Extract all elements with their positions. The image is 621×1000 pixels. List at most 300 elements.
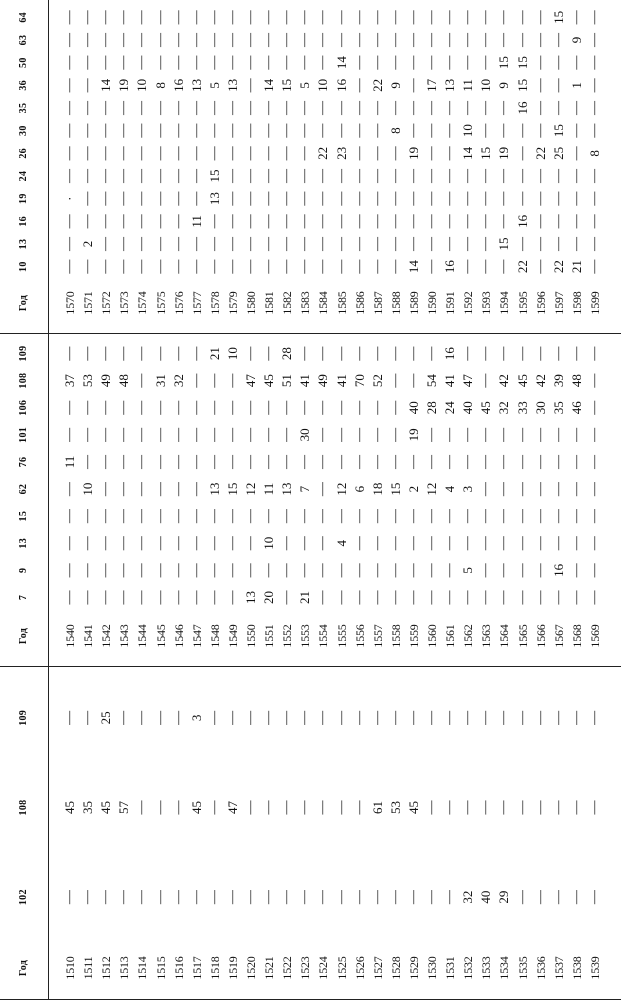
table-cell: —: [80, 890, 96, 905]
table-cell: —: [333, 454, 349, 469]
table-cell: —: [532, 78, 548, 93]
table-cell: 16: [514, 214, 530, 228]
table-cell: —: [442, 237, 458, 252]
year-cell: 1550: [244, 624, 258, 648]
table-cell: —: [261, 55, 277, 70]
table-cell: —: [460, 710, 476, 725]
table-cell: —: [243, 427, 258, 442]
column-header: 101: [18, 426, 29, 443]
table-cell: —: [279, 509, 295, 524]
table-cell: 14: [98, 78, 114, 92]
table-cell: 10: [460, 124, 476, 138]
table-cell: —: [568, 590, 584, 605]
table-cell: —: [442, 191, 458, 206]
table-cell: —: [297, 191, 313, 206]
table-cell: —: [134, 427, 150, 442]
table-cell: —: [188, 482, 204, 497]
table-cell: —: [424, 10, 439, 25]
table-cell: —: [424, 710, 439, 725]
table-cell: —: [134, 536, 150, 551]
table-cell: —: [460, 454, 476, 469]
table-cell: —: [188, 169, 204, 184]
table-cell: —: [442, 536, 458, 551]
table-cell: —: [152, 454, 168, 469]
table-cell: —: [62, 536, 77, 551]
year-cell: 1526: [352, 956, 367, 980]
table-cell: —: [315, 590, 331, 605]
table-cell: 48: [568, 374, 584, 388]
table-cell: —: [460, 191, 476, 206]
table-cell: —: [478, 563, 494, 578]
table-cell: —: [170, 259, 186, 274]
table-cell: —: [98, 55, 114, 70]
table-cell: 32: [170, 374, 186, 388]
table-cell: —: [134, 454, 150, 469]
table-cell: —: [152, 710, 168, 725]
table-cell: 6: [351, 485, 367, 493]
table-cell: —: [387, 454, 403, 469]
table-cell: —: [586, 427, 602, 442]
table-cell: —: [206, 146, 222, 161]
table-cell: 31: [152, 374, 168, 388]
table-cell: 23: [333, 146, 349, 160]
table-cell: —: [98, 890, 114, 905]
table-cell: —: [188, 427, 204, 442]
table-cell: —: [297, 101, 313, 116]
table-cell: —: [586, 563, 602, 578]
table-cell: 47: [243, 374, 258, 388]
table-cell: —: [116, 146, 132, 161]
table-cell: —: [261, 214, 277, 229]
table-cell: —: [116, 101, 132, 116]
table-cell: —: [170, 536, 186, 551]
year-cell: 1593: [479, 291, 494, 315]
table-cell: —: [98, 214, 114, 229]
table-cell: —: [424, 33, 439, 48]
table-cell: —: [496, 536, 512, 551]
table-cell: —: [369, 10, 385, 25]
table-cell: 35: [80, 801, 96, 815]
table-cell: —: [351, 346, 367, 361]
year-cell: 1521: [262, 956, 277, 980]
year-cell: 1534: [497, 956, 512, 980]
data-column-9: [0, 557, 621, 584]
table-cell: —: [442, 33, 458, 48]
table-cell: —: [424, 590, 439, 605]
year-cell: 1533: [479, 956, 494, 980]
table-cell: —: [134, 101, 150, 116]
table-cell: —: [224, 373, 240, 388]
table-cell: —: [586, 710, 602, 725]
table-cell: —: [514, 346, 530, 361]
table-cell: —: [116, 563, 132, 578]
table-cell: —: [80, 33, 96, 48]
table-cell: 22: [315, 146, 331, 160]
table-cell: —: [442, 214, 458, 229]
table-cell: —: [351, 191, 367, 206]
table-cell: —: [98, 400, 114, 415]
table-cell: —: [243, 259, 258, 274]
table-cell: 18: [369, 482, 385, 496]
table-cell: 61: [369, 801, 385, 815]
table-cell: —: [80, 400, 96, 415]
table-cell: —: [333, 10, 349, 25]
year-column: [0, 278, 621, 328]
table-cell: —: [532, 191, 548, 206]
column-header: 63: [18, 34, 29, 46]
table-cell: —: [442, 427, 458, 442]
table-cell: 16: [514, 101, 530, 115]
year-cell: 1529: [406, 956, 421, 980]
table-cell: —: [80, 710, 96, 725]
data-column-26: [0, 142, 621, 165]
table-cell: —: [550, 101, 566, 116]
table-cell: —: [369, 214, 385, 229]
table-cell: —: [62, 169, 77, 184]
year-cell: 1579: [225, 291, 240, 315]
table-cell: ·: [62, 196, 77, 201]
table-cell: 40: [478, 890, 494, 904]
year-cell: 1562: [461, 624, 476, 648]
table-cell: 45: [478, 401, 494, 415]
table-cell: —: [369, 890, 385, 905]
table-cell: —: [496, 509, 512, 524]
column-header: 109: [18, 709, 29, 726]
table-cell: 45: [188, 801, 204, 815]
table-cell: —: [586, 55, 602, 70]
column-header: 62: [18, 483, 29, 495]
table-cell: —: [478, 800, 494, 815]
table-cell: —: [514, 169, 530, 184]
table-cell: —: [424, 454, 439, 469]
table-cell: —: [405, 78, 421, 93]
table-cell: —: [568, 55, 584, 70]
table-cell: 19: [405, 146, 421, 160]
table-cell: —: [98, 536, 114, 551]
table-cell: —: [586, 237, 602, 252]
table-cell: —: [387, 10, 403, 25]
table-cell: —: [478, 509, 494, 524]
table-cell: —: [478, 237, 494, 252]
table-cell: —: [315, 123, 331, 138]
table-cell: —: [568, 890, 584, 905]
table-cell: —: [170, 400, 186, 415]
column-header: 109: [18, 345, 29, 362]
table-cell: 41: [297, 374, 313, 388]
table-cell: —: [333, 800, 349, 815]
table-cell: —: [243, 123, 258, 138]
table-cell: 14: [261, 78, 277, 92]
table-cell: —: [224, 710, 240, 725]
table-cell: —: [98, 454, 114, 469]
table-cell: 17: [424, 78, 439, 92]
table-cell: —: [206, 101, 222, 116]
table-cell: 53: [80, 374, 96, 388]
year-cell: 1584: [316, 291, 331, 315]
table-cell: 5: [460, 567, 476, 574]
table-cell: 47: [224, 801, 240, 815]
table-cell: —: [279, 169, 295, 184]
data-column-76: [0, 448, 621, 475]
year-cell: 1569: [587, 624, 602, 648]
table-cell: 7: [297, 485, 313, 493]
table-cell: —: [206, 33, 222, 48]
year-cell: 1540: [63, 624, 77, 648]
table-cell: —: [134, 214, 150, 229]
year-cell: 1539: [587, 956, 602, 980]
table-cell: —: [369, 509, 385, 524]
data-column-102: [0, 852, 621, 942]
table-cell: —: [279, 427, 295, 442]
table-cell: —: [460, 509, 476, 524]
table-cell: —: [134, 509, 150, 524]
table-cell: —: [442, 55, 458, 70]
year-cell: 1520: [244, 956, 258, 980]
data-column-35: [0, 97, 621, 120]
table-cell: 10: [478, 78, 494, 92]
table-cell: —: [405, 346, 421, 361]
table-cell: —: [116, 454, 132, 469]
table-cell: —: [568, 214, 584, 229]
table-cell: —: [261, 427, 277, 442]
table-cell: 47: [460, 374, 476, 388]
column-header: 30: [18, 125, 29, 136]
table-cell: —: [297, 169, 313, 184]
table-cell: —: [405, 33, 421, 48]
year-cell: 1528: [388, 956, 403, 980]
table-cell: —: [224, 237, 240, 252]
table-cell: —: [496, 101, 512, 116]
table-cell: —: [279, 123, 295, 138]
year-cell: 1517: [189, 956, 204, 980]
table-cell: —: [116, 237, 132, 252]
table-cell: —: [62, 590, 77, 605]
table-cell: —: [351, 890, 367, 905]
table-cell: —: [297, 800, 313, 815]
year-cell: 1582: [280, 291, 295, 315]
table-cell: —: [351, 454, 367, 469]
year-cell: 1599: [587, 291, 602, 315]
table-cell: —: [279, 214, 295, 229]
column-header: 10: [18, 261, 29, 272]
table-cell: 15: [550, 124, 566, 138]
table-cell: —: [550, 191, 566, 206]
table-cell: —: [297, 536, 313, 551]
table-cell: —: [387, 710, 403, 725]
table-cell: 13: [224, 78, 240, 92]
table-cell: —: [351, 33, 367, 48]
table-cell: —: [116, 10, 132, 25]
table-cell: —: [460, 536, 476, 551]
table-cell: —: [351, 123, 367, 138]
table-cell: —: [351, 259, 367, 274]
table-cell: —: [170, 454, 186, 469]
table-cell: —: [496, 10, 512, 25]
table-cell: —: [550, 33, 566, 48]
table-cell: —: [424, 890, 439, 905]
column-header: 50: [18, 57, 29, 68]
table-cell: —: [134, 590, 150, 605]
table-cell: —: [351, 563, 367, 578]
table-cell: —: [460, 590, 476, 605]
table-cell: —: [80, 346, 96, 361]
table-cell: —: [62, 237, 77, 252]
table-cell: 40: [405, 401, 421, 415]
table-cell: —: [152, 400, 168, 415]
year-cell: 1548: [207, 624, 222, 648]
year-cell: 1580: [244, 291, 258, 315]
table-cell: —: [568, 427, 584, 442]
column-header: 64: [18, 12, 29, 23]
table-cell: —: [586, 191, 602, 206]
block-separator: [0, 666, 621, 667]
year-cell: 1560: [425, 624, 439, 648]
table-cell: —: [586, 482, 602, 497]
table-cell: —: [333, 214, 349, 229]
table-cell: —: [170, 237, 186, 252]
table-cell: —: [80, 191, 96, 206]
block-separator: [0, 333, 621, 334]
table-cell: —: [550, 800, 566, 815]
table-cell: —: [442, 710, 458, 725]
table-cell: —: [134, 10, 150, 25]
table-cell: —: [224, 191, 240, 206]
table-cell: 9: [496, 82, 512, 89]
table-cell: —: [297, 33, 313, 48]
year-cell: 1589: [406, 291, 421, 315]
year-column-header: Год: [18, 294, 29, 312]
table-cell: —: [369, 123, 385, 138]
table-cell: —: [568, 482, 584, 497]
table-cell: —: [586, 373, 602, 388]
table-cell: 45: [62, 801, 77, 815]
table-cell: —: [550, 509, 566, 524]
table-cell: —: [460, 169, 476, 184]
table-cell: —: [297, 710, 313, 725]
table-cell: —: [478, 346, 494, 361]
year-cell: 1530: [425, 956, 439, 980]
table-cell: —: [243, 710, 258, 725]
table-cell: —: [80, 259, 96, 274]
year-cell: 1588: [388, 291, 403, 315]
year-cell: 1578: [207, 291, 222, 315]
table-cell: —: [315, 346, 331, 361]
table-cell: —: [134, 169, 150, 184]
table-cell: 15: [514, 56, 530, 70]
table-cell: —: [224, 259, 240, 274]
year-cell: 1545: [153, 624, 168, 648]
table-cell: —: [188, 373, 204, 388]
table-cell: —: [224, 536, 240, 551]
table-cell: —: [62, 123, 77, 138]
year-cell: 1598: [569, 291, 584, 315]
table-cell: —: [405, 590, 421, 605]
table-cell: —: [279, 146, 295, 161]
year-cell: 1571: [81, 291, 96, 315]
year-cell: 1561: [443, 624, 458, 648]
data-column-109: [0, 673, 621, 763]
table-cell: —: [170, 55, 186, 70]
table-cell: —: [351, 169, 367, 184]
table-cell: —: [134, 146, 150, 161]
year-cell: 1544: [135, 624, 150, 648]
table-cell: 45: [98, 801, 114, 815]
table-cell: 8: [152, 82, 168, 89]
table-cell: —: [152, 590, 168, 605]
table-cell: —: [62, 482, 77, 497]
table-cell: 15: [496, 56, 512, 70]
table-cell: —: [532, 427, 548, 442]
table-cell: —: [424, 146, 439, 161]
table-cell: —: [116, 427, 132, 442]
table-cell: —: [80, 509, 96, 524]
table-cell: 30: [297, 428, 313, 442]
table-cell: —: [514, 482, 530, 497]
table-cell: —: [369, 454, 385, 469]
year-cell: 1597: [551, 291, 566, 315]
table-cell: —: [478, 427, 494, 442]
table-cell: —: [279, 563, 295, 578]
table-cell: —: [532, 710, 548, 725]
table-cell: —: [116, 259, 132, 274]
table-cell: —: [170, 169, 186, 184]
year-cell: 1516: [171, 956, 186, 980]
table-cell: 5: [206, 82, 222, 89]
year-cell: 1519: [225, 956, 240, 980]
table-cell: —: [586, 123, 602, 138]
column-header: 108: [18, 372, 29, 389]
year-cell: 1510: [63, 956, 77, 980]
table-cell: 5: [297, 82, 313, 89]
table-cell: —: [424, 55, 439, 70]
table-cell: —: [206, 800, 222, 815]
year-cell: 1512: [99, 956, 114, 980]
table-cell: —: [586, 101, 602, 116]
year-cell: 1524: [316, 956, 331, 980]
table-cell: —: [170, 214, 186, 229]
table-cell: —: [188, 890, 204, 905]
table-cell: —: [279, 33, 295, 48]
table-cell: —: [134, 33, 150, 48]
table-cell: —: [369, 427, 385, 442]
table-cell: —: [532, 101, 548, 116]
table-cell: —: [116, 710, 132, 725]
table-cell: —: [586, 214, 602, 229]
table-cell: —: [62, 427, 77, 442]
table-cell: —: [279, 101, 295, 116]
table-cell: 12: [243, 482, 258, 496]
table-cell: —: [243, 890, 258, 905]
table-cell: —: [496, 123, 512, 138]
table-cell: 46: [568, 401, 584, 415]
table-cell: —: [514, 536, 530, 551]
table-cell: —: [206, 400, 222, 415]
table-cell: —: [351, 214, 367, 229]
table-cell: —: [134, 563, 150, 578]
table-cell: —: [478, 590, 494, 605]
table-cell: —: [297, 259, 313, 274]
table-cell: —: [224, 55, 240, 70]
year-cell: 1591: [443, 291, 458, 315]
table-cell: —: [333, 710, 349, 725]
data-column-13: [0, 530, 621, 557]
year-cell: 1587: [370, 291, 385, 315]
table-cell: —: [206, 509, 222, 524]
table-cell: —: [206, 590, 222, 605]
table-cell: —: [206, 710, 222, 725]
table-cell: —: [532, 33, 548, 48]
table-cell: —: [188, 563, 204, 578]
